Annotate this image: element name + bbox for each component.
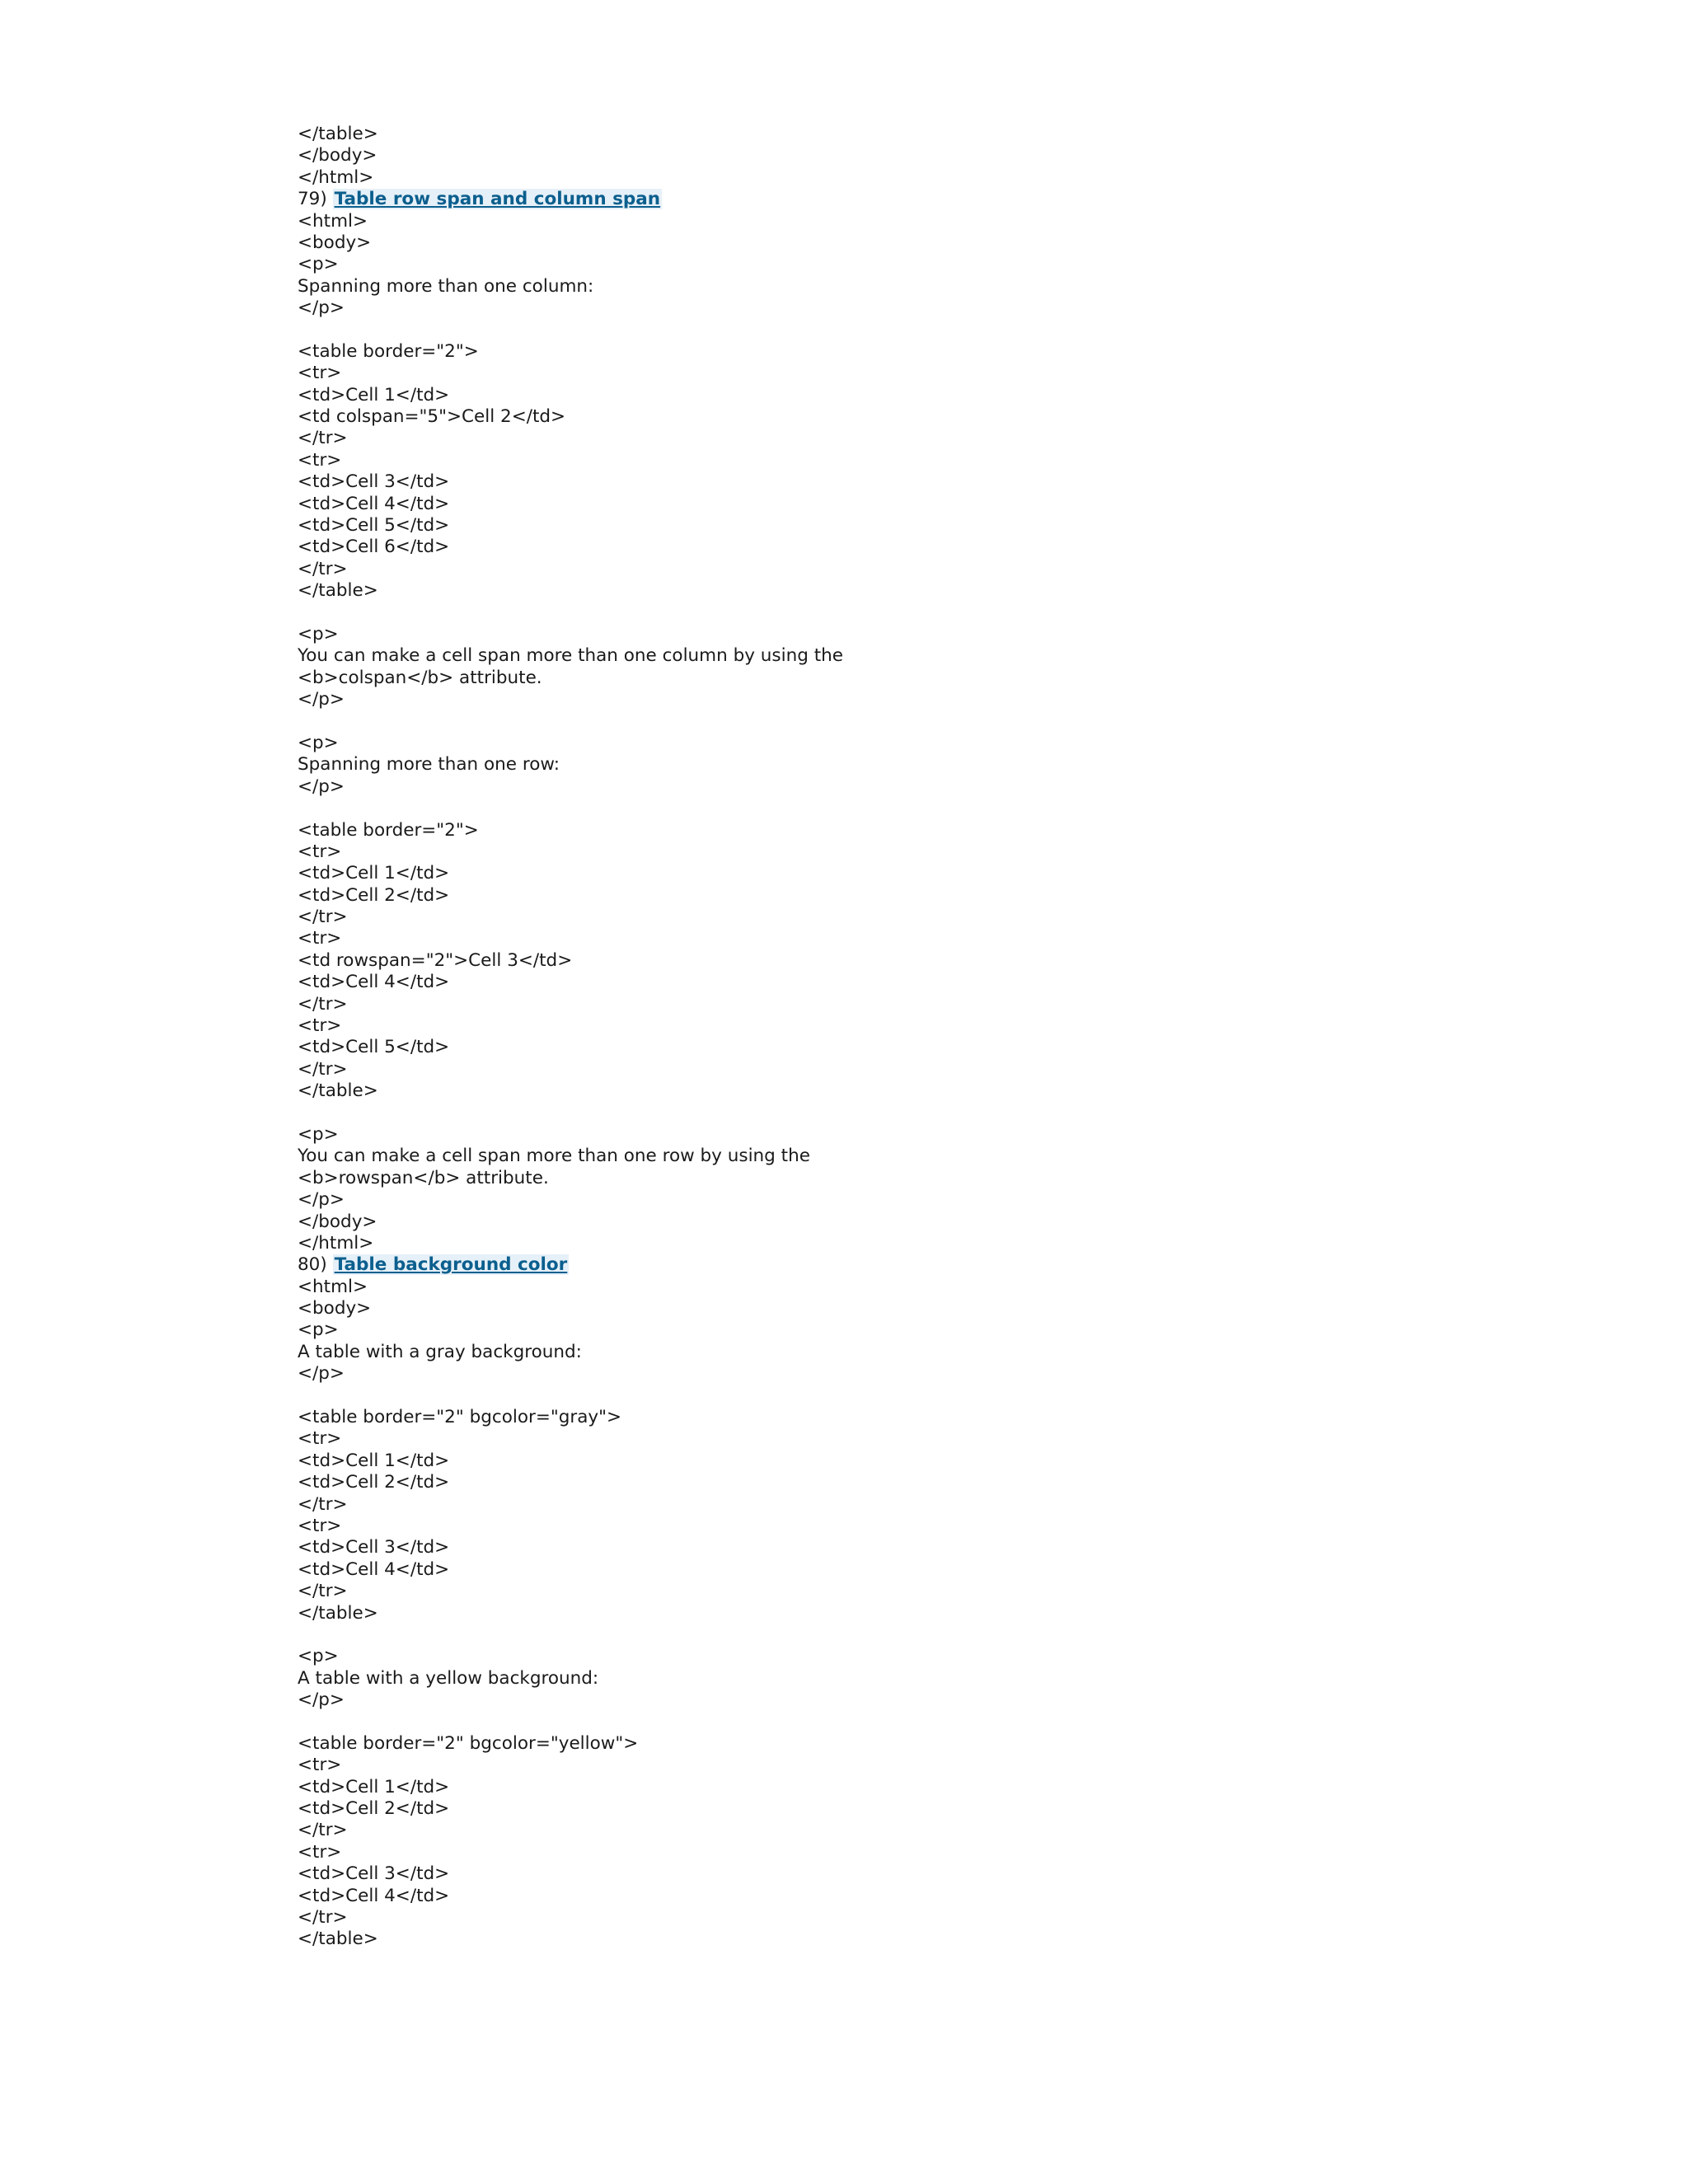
code-line: <td>Cell 1</td>	[298, 384, 450, 405]
code-line: </table>	[298, 1602, 378, 1624]
code-line: <td>Cell 1</td>	[298, 863, 450, 884]
code-line: <td colspan="5">Cell 2</td>	[298, 406, 566, 428]
blank-line	[298, 1103, 1451, 1124]
code-line: </html>	[298, 166, 374, 188]
blank-line	[298, 602, 1451, 624]
code-line: <td>Cell 2</td>	[298, 1798, 450, 1820]
code-line: </tr>	[298, 993, 348, 1015]
code-line: <p>	[298, 254, 339, 275]
code-line: </tr>	[298, 1581, 348, 1602]
code-line: <b>rowspan</b> attribute.	[298, 1167, 549, 1188]
code-line: <table border="2" bgcolor="yellow">	[298, 1732, 639, 1754]
code-line: <td>Cell 1</td>	[298, 1450, 450, 1471]
code-line: </html>	[298, 1232, 374, 1254]
code-line: <p>	[298, 1123, 339, 1145]
document-body	[298, 124, 1451, 1951]
code-line: <td>Cell 5</td>	[298, 515, 450, 537]
code-line: <td>Cell 4</td>	[298, 493, 450, 514]
code-line: Spanning more than one row:	[298, 754, 560, 776]
code-line: <p>	[298, 1646, 339, 1667]
code-line: </tr>	[298, 1907, 348, 1929]
code-line: Spanning more than one column:	[298, 275, 594, 297]
code-line: </tr>	[298, 558, 348, 579]
code-line: <td>Cell 6</td>	[298, 537, 450, 558]
section-number: 79)	[298, 189, 327, 210]
code-line: <td>Cell 1</td>	[298, 1776, 450, 1797]
code-line: </tr>	[298, 1058, 348, 1080]
code-line: A table with a yellow background:	[298, 1667, 599, 1689]
section-title-link[interactable]: Table row span and column span	[334, 189, 661, 210]
code-line: <tr>	[298, 1841, 342, 1863]
code-line: <b>colspan</b> attribute.	[298, 667, 542, 688]
code-line: </body>	[298, 145, 377, 166]
blank-line	[298, 711, 1451, 733]
code-line: </p>	[298, 298, 345, 319]
code-line: <td>Cell 4</td>	[298, 972, 450, 993]
section-title-link[interactable]: Table background color	[334, 1254, 568, 1276]
code-line: </table>	[298, 124, 378, 144]
code-line: </tr>	[298, 428, 348, 449]
code-line: </table>	[298, 1929, 378, 1950]
code-line: </tr>	[298, 1493, 348, 1515]
code-line: </p>	[298, 776, 345, 797]
code-line: <p>	[298, 1319, 339, 1341]
code-line: <body>	[298, 1298, 372, 1319]
code-line: <p>	[298, 732, 339, 753]
code-line: <html>	[298, 1276, 368, 1297]
code-line: </p>	[298, 1189, 345, 1211]
code-line: </tr>	[298, 907, 348, 928]
code-line: <tr>	[298, 449, 342, 471]
section-heading	[298, 189, 1451, 210]
code-line: </table>	[298, 580, 378, 602]
code-line: <td>Cell 2</td>	[298, 884, 450, 906]
blank-line	[298, 320, 1451, 341]
code-line: <td>Cell 3</td>	[298, 1863, 450, 1885]
blank-line	[298, 1624, 1451, 1646]
code-line: <table border="2">	[298, 340, 479, 362]
code-line: <p>	[298, 623, 339, 644]
code-line: <tr>	[298, 841, 342, 862]
code-line: <tr>	[298, 1015, 342, 1037]
code-line: <td>Cell 4</td>	[298, 1558, 450, 1580]
code-line: </table>	[298, 1080, 378, 1102]
code-line: <td>Cell 3</td>	[298, 1537, 450, 1558]
code-line: <html>	[298, 210, 368, 232]
code-line: <td>Cell 3</td>	[298, 471, 450, 493]
blank-line	[298, 1712, 1451, 1733]
code-line: You can make a cell span more than one column by using the	[298, 645, 843, 667]
blank-line	[298, 798, 1451, 819]
code-line: </tr>	[298, 1820, 348, 1841]
code-line: <td rowspan="2">Cell 3</td>	[298, 949, 573, 971]
code-line: </p>	[298, 1363, 345, 1385]
code-line: <td>Cell 5</td>	[298, 1037, 450, 1058]
section-number: 80)	[298, 1254, 327, 1276]
code-line: <td>Cell 4</td>	[298, 1885, 450, 1906]
code-line: </body>	[298, 1211, 377, 1232]
code-line: <tr>	[298, 1516, 342, 1536]
code-line: <tr>	[298, 1428, 342, 1450]
code-line: <table border="2">	[298, 819, 479, 841]
code-line: A table with a gray background:	[298, 1341, 582, 1362]
code-line: <td>Cell 2</td>	[298, 1472, 450, 1493]
code-line: </p>	[298, 689, 345, 710]
code-line: You can make a cell span more than one row by using the	[298, 1146, 810, 1167]
code-line: <body>	[298, 232, 372, 253]
code-line: <tr>	[298, 363, 342, 384]
blank-line	[298, 1385, 1451, 1407]
code-line: <tr>	[298, 1755, 342, 1776]
code-line: <table border="2" bgcolor="gray">	[298, 1407, 622, 1428]
section-heading	[298, 1254, 1451, 1276]
code-line: <tr>	[298, 928, 342, 949]
code-line: </p>	[298, 1690, 345, 1711]
